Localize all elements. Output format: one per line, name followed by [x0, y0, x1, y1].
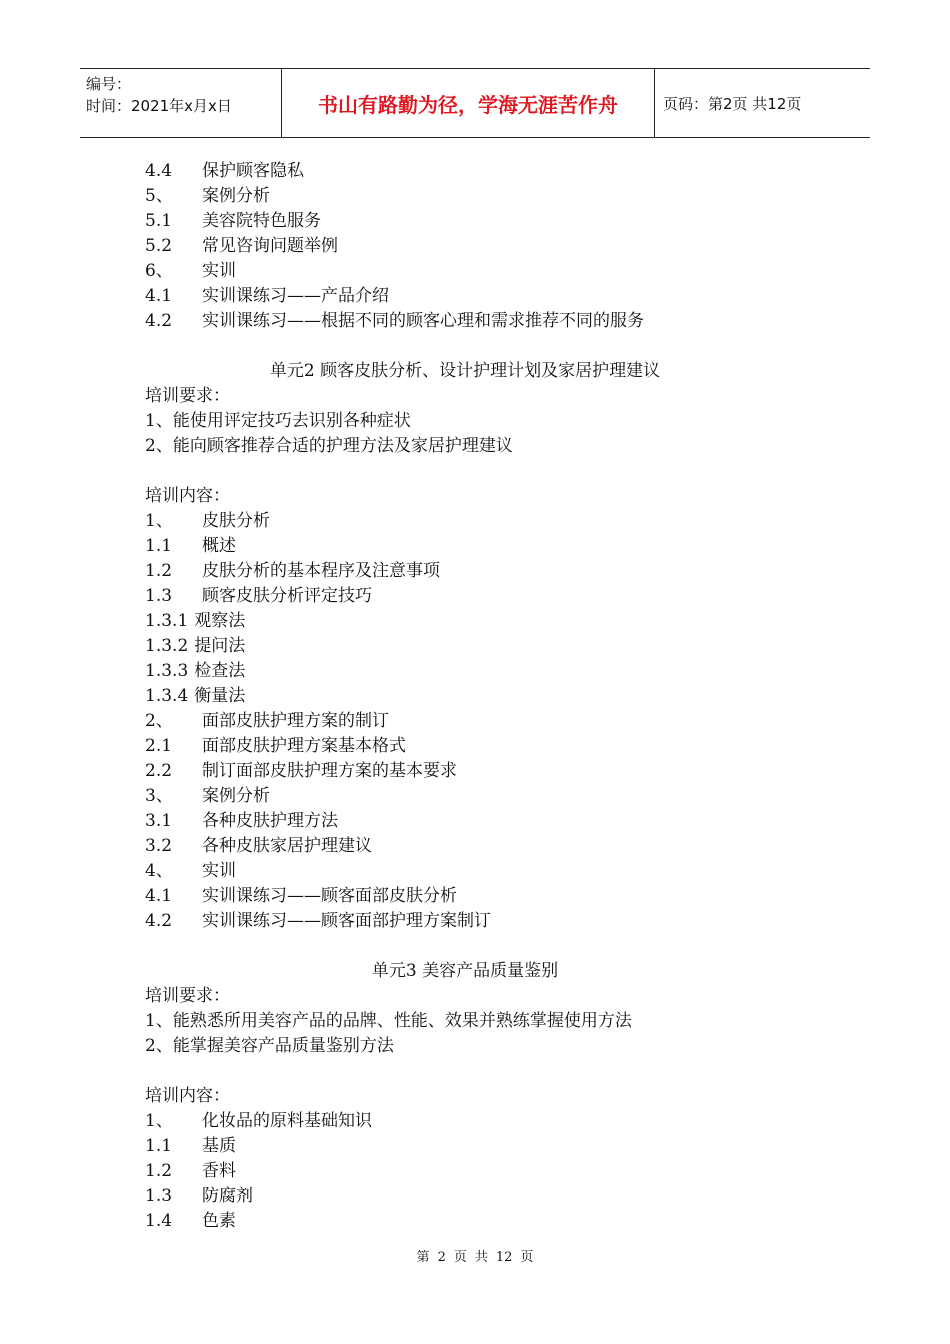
outline-item	[145, 809, 785, 834]
outline-number: 1.1	[145, 536, 173, 556]
text-line: 培训要求：	[145, 386, 230, 406]
outline-number: 1.4	[145, 1211, 173, 1231]
outline-text: 实训	[202, 861, 236, 881]
outline-text: 制订面部皮肤护理方案的基本要求	[202, 761, 457, 781]
outline-text: 检查法	[194, 661, 246, 681]
outline-number: 4.1	[145, 886, 173, 906]
outline-text: 顾客皮肤分析评定技巧	[202, 586, 372, 606]
outline-text: 皮肤分析的基本程序及注意事项	[202, 561, 440, 581]
outline-text: 实训课练习——顾客面部皮肤分析	[202, 886, 457, 906]
outline-item	[145, 784, 785, 809]
text-line: 2、能向顾客推荐合适的护理方法及家居护理建议	[145, 436, 513, 456]
outline-number: 4.4	[145, 161, 173, 181]
outline-text: 常见咨询问题举例	[202, 236, 338, 256]
outline-item	[145, 659, 785, 684]
outline-text: 面部皮肤护理方案基本格式	[202, 736, 406, 756]
header-page-cell	[655, 69, 870, 137]
outline-number: 3、	[145, 786, 173, 806]
outline-number: 6、	[145, 261, 173, 281]
outline-text: 基质	[202, 1136, 236, 1156]
footer-page-word: 页	[453, 1250, 467, 1265]
date-text: 时间：2021年x月x日	[86, 97, 232, 115]
outline-item	[145, 309, 785, 334]
serial-label: 编号：	[86, 75, 132, 93]
text-line: 培训内容：	[145, 1086, 230, 1106]
text-line: 培训要求：	[145, 986, 230, 1006]
outline-number: 4.2	[145, 911, 173, 931]
outline-item	[145, 1184, 785, 1209]
outline-number: 4.2	[145, 311, 173, 331]
outline-item	[145, 234, 785, 259]
outline-item	[145, 1109, 785, 1134]
text-line: 培训内容：	[145, 486, 230, 506]
outline-text: 实训课练习——顾客面部护理方案制订	[202, 911, 491, 931]
header-motto-cell	[282, 69, 655, 137]
outline-number: 1.2	[145, 1161, 173, 1181]
outline-text: 实训	[202, 261, 236, 281]
outline-item	[145, 1209, 785, 1234]
outline-number: 3.1	[145, 811, 173, 831]
outline-number: 1.1	[145, 1136, 173, 1156]
outline-item	[145, 159, 785, 184]
outline-text: 实训课练习——产品介绍	[202, 286, 389, 306]
motto-text: 书山有路勤为径，学海无涯苦作舟	[318, 92, 618, 117]
outline-number: 3.2	[145, 836, 173, 856]
outline-item	[145, 559, 785, 584]
footer-prefix: 第	[416, 1250, 430, 1265]
outline-text: 各种皮肤家居护理建议	[202, 836, 372, 856]
outline-item	[145, 859, 785, 884]
outline-text: 衡量法	[194, 686, 246, 706]
outline-text: 防腐剂	[202, 1186, 253, 1206]
outline-number: 1.3.2	[145, 636, 189, 656]
outline-number: 1.3.1	[145, 611, 189, 631]
outline-item	[145, 1134, 785, 1159]
outline-number: 5.2	[145, 236, 173, 256]
outline-item	[145, 834, 785, 859]
outline-item	[145, 884, 785, 909]
outline-text: 皮肤分析	[202, 511, 270, 531]
outline-text: 保护顾客隐私	[202, 161, 304, 181]
outline-item	[145, 1159, 785, 1184]
outline-item	[145, 684, 785, 709]
unit-title: 单元2 顾客皮肤分析、设计护理计划及家居护理建议	[269, 361, 661, 381]
outline-number: 4.1	[145, 286, 173, 306]
outline-item	[145, 259, 785, 284]
outline-text: 实训课练习——根据不同的顾客心理和需求推荐不同的服务	[202, 311, 644, 331]
outline-number: 1.3.3	[145, 661, 189, 681]
outline-text: 美容院特色服务	[202, 211, 321, 231]
outline-item	[145, 734, 785, 759]
page-header	[80, 68, 870, 138]
outline-number: 5.1	[145, 211, 173, 231]
outline-text: 化妆品的原料基础知识	[202, 1111, 372, 1131]
outline-number: 1.3.4	[145, 686, 189, 706]
outline-item	[145, 534, 785, 559]
footer-page-number: 2	[437, 1250, 446, 1265]
outline-item	[145, 909, 785, 934]
outline-text: 提问法	[194, 636, 246, 656]
outline-number: 2.1	[145, 736, 173, 756]
unit-title: 单元3 美容产品质量鉴别	[371, 961, 559, 981]
outline-number: 1.3	[145, 586, 173, 606]
page-info-text: 页码：第2页 共12页	[663, 94, 802, 113]
outline-number: 2.2	[145, 761, 173, 781]
outline-number: 1、	[145, 1111, 173, 1131]
outline-number: 5、	[145, 186, 173, 206]
outline-text: 观察法	[194, 611, 246, 631]
text-line: 1、能熟悉所用美容产品的品牌、性能、效果并熟练掌握使用方法	[145, 1011, 632, 1031]
blank-line	[145, 934, 785, 959]
outline-text: 香料	[202, 1161, 236, 1181]
outline-text: 各种皮肤护理方法	[202, 811, 338, 831]
outline-text: 色素	[202, 1211, 236, 1231]
document-body	[145, 159, 785, 1234]
outline-text: 面部皮肤护理方案的制订	[202, 711, 389, 731]
outline-item	[145, 209, 785, 234]
outline-number: 1、	[145, 511, 173, 531]
footer-suffix: 页	[520, 1250, 534, 1265]
page-footer	[0, 1246, 950, 1265]
footer-total-word: 共	[474, 1250, 488, 1265]
outline-item	[145, 284, 785, 309]
outline-item	[145, 709, 785, 734]
footer-total-pages: 12	[495, 1250, 513, 1265]
outline-number: 1.2	[145, 561, 173, 581]
outline-item	[145, 759, 785, 784]
header-meta-cell	[80, 69, 282, 137]
outline-item	[145, 584, 785, 609]
blank-line	[145, 1059, 785, 1084]
outline-item	[145, 609, 785, 634]
outline-number: 4、	[145, 861, 173, 881]
outline-text: 概述	[202, 536, 236, 556]
outline-text: 案例分析	[202, 786, 270, 806]
blank-line	[145, 459, 785, 484]
outline-number: 1.3	[145, 1186, 173, 1206]
blank-line	[145, 334, 785, 359]
outline-item	[145, 634, 785, 659]
outline-item	[145, 184, 785, 209]
outline-item	[145, 509, 785, 534]
outline-number: 2、	[145, 711, 173, 731]
text-line: 1、能使用评定技巧去识别各种症状	[145, 411, 411, 431]
text-line: 2、能掌握美容产品质量鉴别方法	[145, 1036, 394, 1056]
outline-text: 案例分析	[202, 186, 270, 206]
